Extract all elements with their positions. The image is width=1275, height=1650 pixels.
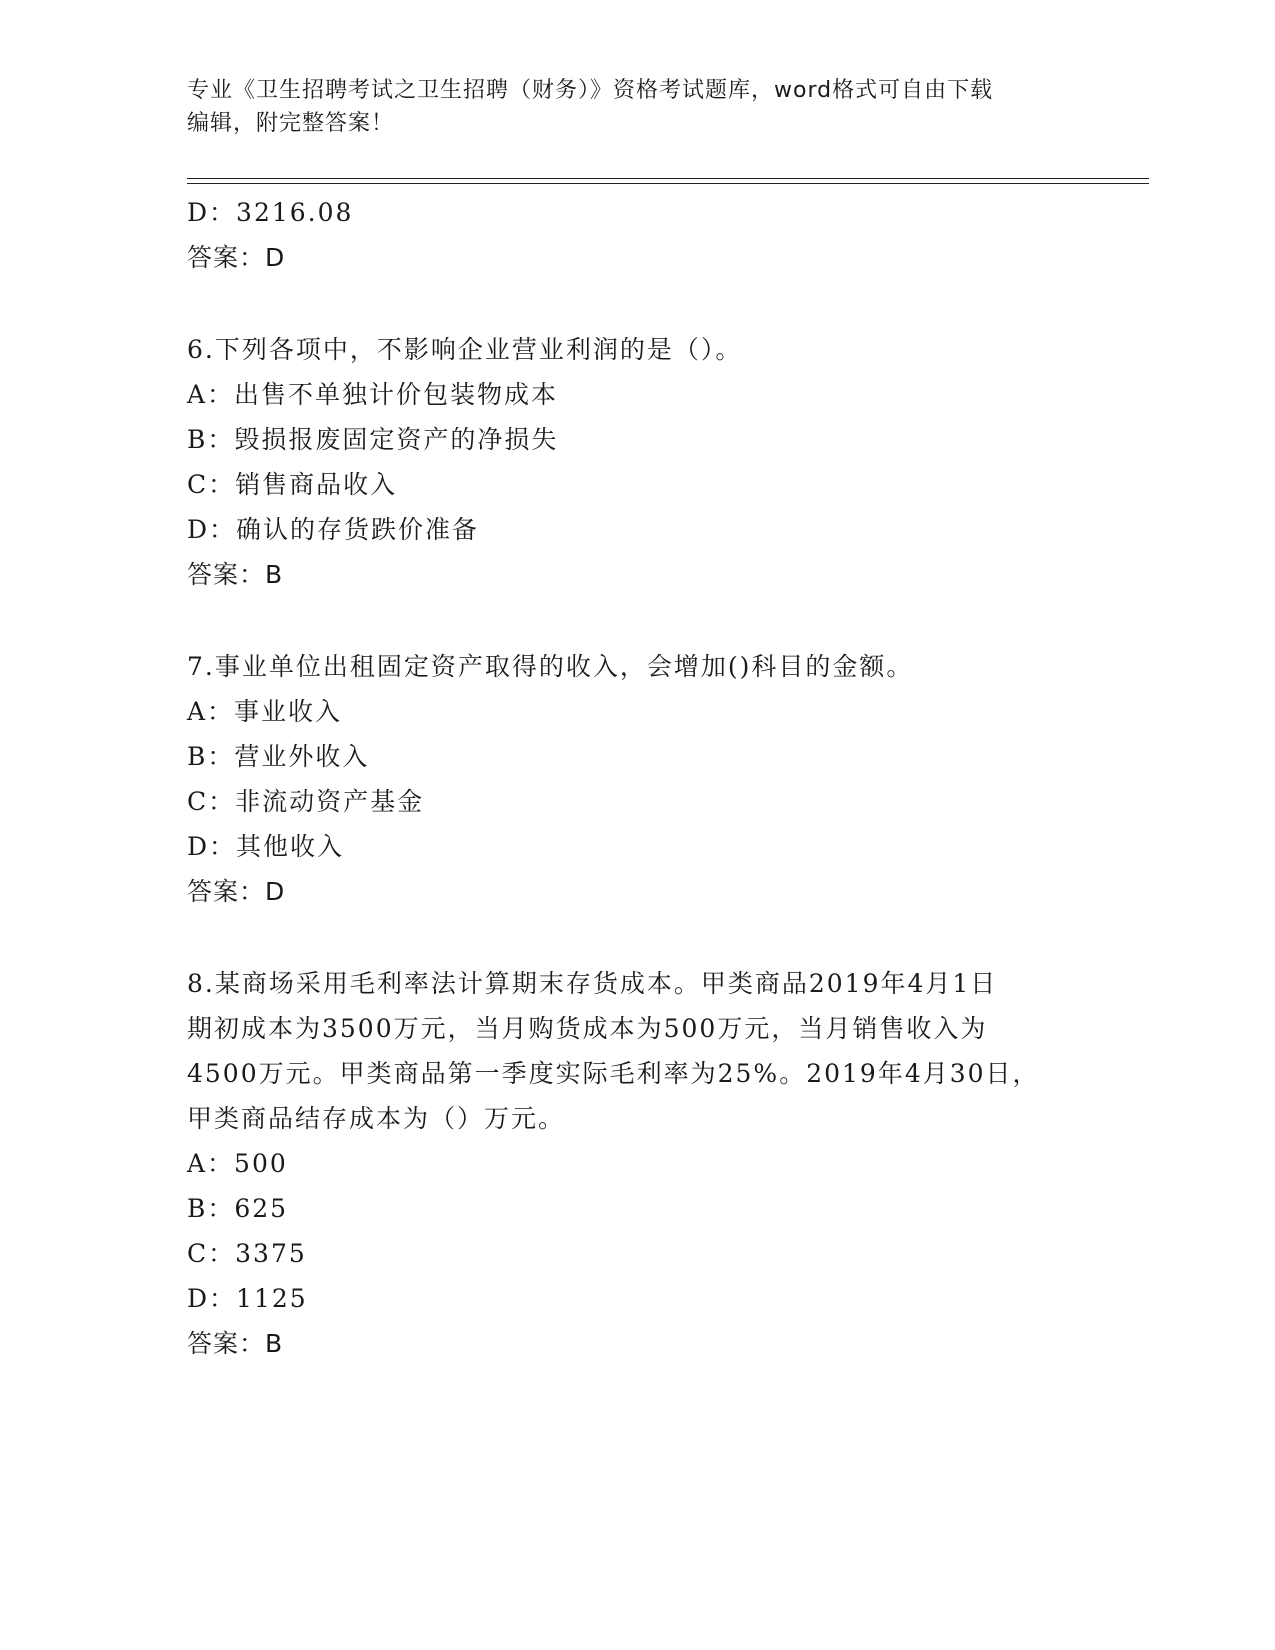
option-a: A：500 (187, 1149, 288, 1178)
header-divider-bottom (187, 183, 1149, 184)
document-header (187, 74, 1087, 140)
option-b: B：毁损报废固定资产的净损失 (187, 425, 559, 454)
question-stem-line-3: 4500万元。甲类商品第一季度实际毛利率为25%。2019年4月30日， (187, 1059, 1040, 1088)
question-fragment (187, 190, 1087, 280)
question-stem (187, 961, 1087, 1141)
option-a: A：事业收入 (187, 697, 343, 726)
answer-line: 答案：B (187, 1329, 284, 1358)
question-8 (187, 961, 1087, 1366)
option-c: C：非流动资产基金 (187, 787, 425, 816)
option-d: D：3216.08 (187, 198, 354, 227)
question-7 (187, 644, 1087, 914)
header-divider-top (187, 178, 1149, 179)
question-stem-line-2: 期初成本为3500万元，当月购货成本为500万元，当月销售收入为 (187, 1014, 988, 1043)
question-stem: 7.事业单位出租固定资产取得的收入，会增加()科目的金额。 (187, 652, 914, 681)
option-d: D：1125 (187, 1284, 308, 1313)
option-d: D：其他收入 (187, 832, 345, 861)
option-d: D：确认的存货跌价准备 (187, 515, 480, 544)
question-stem: 6.下列各项中，不影响企业营业利润的是（）。 (187, 335, 743, 364)
header-line-2: 编辑，附完整答案！ (187, 111, 395, 136)
option-b: B：营业外收入 (187, 742, 370, 771)
option-b: B：625 (187, 1194, 289, 1223)
header-line-1: 专业《卫生招聘考试之卫生招聘（财务）》资格考试题库，word格式可自由下载 (187, 78, 994, 103)
question-stem-line-4: 甲类商品结存成本为（）万元。 (187, 1104, 566, 1133)
option-a: A：出售不单独计价包装物成本 (187, 380, 559, 409)
option-c: C：3375 (187, 1239, 307, 1268)
question-6 (187, 327, 1087, 597)
answer-line: 答案：D (187, 243, 286, 272)
answer-line: 答案：D (187, 877, 286, 906)
answer-line: 答案：B (187, 560, 284, 589)
question-stem-line-1: 8.某商场采用毛利率法计算期末存货成本。甲类商品2019年4月1日 (187, 969, 998, 998)
question-list (187, 190, 1087, 1366)
option-c: C：销售商品收入 (187, 470, 398, 499)
